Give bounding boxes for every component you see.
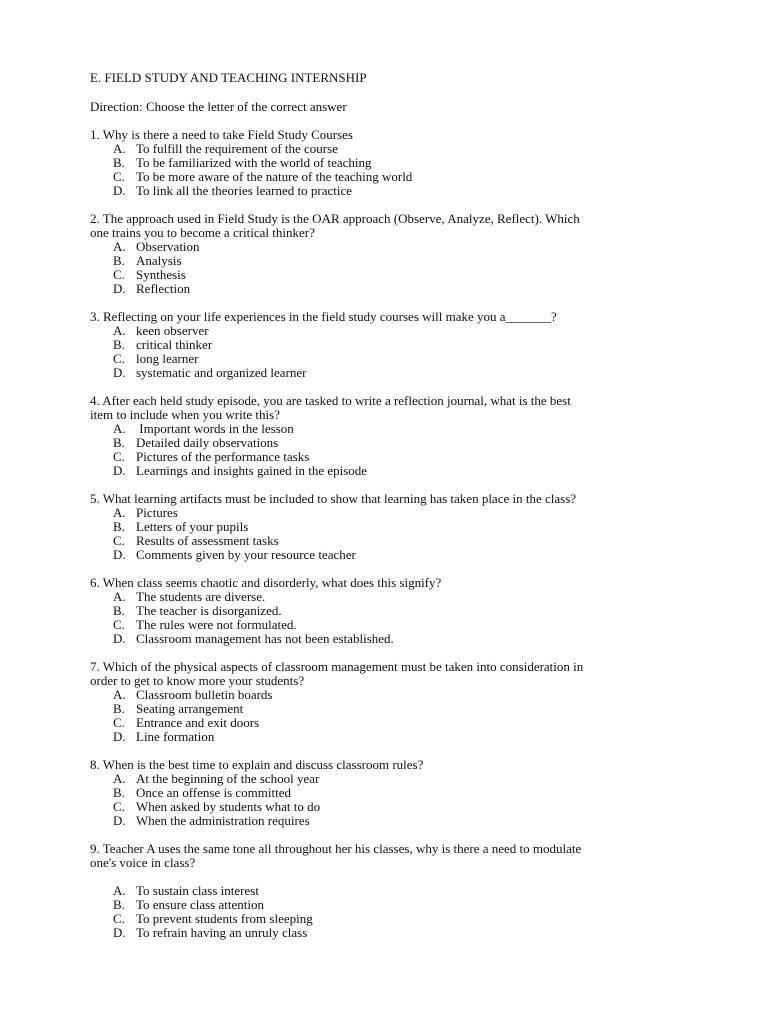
option-letter: B. [113,435,125,450]
answer-option [90,688,690,702]
answer-option [90,786,690,800]
question-item [90,310,690,380]
question-line: 5. What learning artifacts must be included to show that learning has taken place in the class? [90,491,577,506]
answer-option [90,506,690,520]
option-letter: D. [113,925,126,940]
question-line: 3. Reflecting on your life experiences in the field study courses will make you a_______? [90,309,557,324]
question-line: 9. Teacher A uses the same tone all throughout her his classes, why is there a need to modulate [90,841,582,856]
option-list [90,142,690,198]
option-text: When asked by students what to do [136,799,321,814]
option-letter: D. [113,547,126,562]
option-text: To be more aware of the nature of the teaching world [136,169,413,184]
answer-option [90,282,690,296]
option-text: Classroom bulletin boards [136,687,273,702]
option-letter: D. [113,365,126,380]
answer-option [90,352,690,366]
option-text: long learner [136,351,199,366]
option-list [90,240,690,296]
option-letter: A. [113,421,126,436]
answer-option [90,618,690,632]
question-item [90,128,690,198]
question-line: one's voice in class? [90,855,196,870]
answer-option [90,702,690,716]
option-list [90,590,690,646]
option-letter: B. [113,785,125,800]
option-list [90,422,690,478]
option-letter: C. [113,351,125,366]
option-text: Pictures of the performance tasks [136,449,310,464]
question-text [90,128,668,142]
question-list [90,128,690,940]
answer-option [90,142,690,156]
question-text [90,842,668,870]
question-text [90,660,668,688]
option-text: Entrance and exit doors [136,715,260,730]
option-letter: C. [113,911,125,926]
answer-option [90,534,690,548]
document-page [90,71,690,940]
option-letter: D. [113,463,126,478]
question-text [90,576,668,590]
option-text: When the administration requires [136,813,310,828]
answer-option [90,338,690,352]
option-text: To ensure class attention [136,897,264,912]
option-letter: C. [113,169,125,184]
question-line: 1. Why is there a need to take Field Study Courses [90,127,353,142]
question-text [90,310,668,324]
option-letter: D. [113,281,126,296]
option-text: keen observer [136,323,209,338]
question-line: 8. When is the best time to explain and discuss classroom rules? [90,757,424,772]
answer-option [90,730,690,744]
option-letter: B. [113,337,125,352]
question-item [90,660,690,744]
option-text: The rules were not formulated. [136,617,297,632]
question-item [90,492,690,562]
answer-option [90,324,690,338]
option-letter: D. [113,813,126,828]
option-list [90,324,690,380]
answer-option [90,254,690,268]
question-item [90,842,690,940]
option-letter: A. [113,239,126,254]
option-letter: A. [113,589,126,604]
answer-option [90,436,690,450]
question-text [90,492,668,506]
option-text: To sustain class interest [136,883,259,898]
option-text: Synthesis [136,267,186,282]
option-letter: B. [113,253,125,268]
option-letter: C. [113,799,125,814]
question-line: 7. Which of the physical aspects of classroom management must be taken into consideration in [90,659,584,674]
option-text: The teacher is disorganized. [136,603,282,618]
option-text: The students are diverse. [136,589,266,604]
answer-option [90,156,690,170]
answer-option [90,814,690,828]
option-text: To refrain having an unruly class [136,925,308,940]
answer-option [90,240,690,254]
option-text: critical thinker [136,337,213,352]
answer-option [90,772,690,786]
option-list [90,506,690,562]
answer-option [90,632,690,646]
question-item [90,758,690,828]
option-text: Important words in the lesson [136,421,294,436]
option-letter: A. [113,771,126,786]
option-letter: A. [113,141,126,156]
option-text: Once an offense is committed [136,785,291,800]
answer-option [90,800,690,814]
option-letter: B. [113,897,125,912]
option-text: Line formation [136,729,215,744]
option-text: To be familiarized with the world of teaching [136,155,372,170]
answer-option [90,926,690,940]
question-line: item to include when you write this? [90,407,280,422]
question-item [90,394,690,478]
option-letter: B. [113,155,125,170]
question-text [90,758,668,772]
option-text: Comments given by your resource teacher [136,547,356,562]
option-text: To fulfill the requirement of the course [136,141,338,156]
option-letter: D. [113,183,126,198]
question-text [90,212,668,240]
option-text: Letters of your pupils [136,519,249,534]
answer-option [90,884,690,898]
answer-option [90,716,690,730]
option-text: Classroom management has not been established. [136,631,394,646]
option-letter: B. [113,603,125,618]
option-letter: C. [113,533,125,548]
option-text: To link all the theories learned to practice [136,183,353,198]
answer-option [90,464,690,478]
option-letter: D. [113,631,126,646]
option-text: Observation [136,239,200,254]
option-letter: C. [113,617,125,632]
question-item [90,212,690,296]
question-text [90,394,668,422]
answer-option [90,520,690,534]
answer-option [90,898,690,912]
answer-option [90,366,690,380]
answer-option [90,422,690,436]
question-item [90,576,690,646]
question-line: 4. After each held study episode, you are tasked to write a reflection journal, what is the best [90,393,571,408]
option-text: Pictures [136,505,178,520]
document-title: E. FIELD STUDY AND TEACHING INTERNSHIP [90,70,367,85]
answer-option [90,170,690,184]
answer-option [90,912,690,926]
answer-option [90,604,690,618]
option-letter: C. [113,715,125,730]
option-text: At the beginning of the school year [136,771,320,786]
option-list [90,688,690,744]
option-text: Detailed daily observations [136,435,279,450]
option-text: To prevent students from sleeping [136,911,313,926]
option-letter: D. [113,729,126,744]
direction-text: Direction: Choose the letter of the correct answer [90,99,347,114]
question-line: 2. The approach used in Field Study is the OAR approach (Observe, Analyze, Reflect). Which [90,211,580,226]
option-list [90,772,690,828]
option-text: Analysis [136,253,182,268]
answer-option [90,184,690,198]
option-letter: A. [113,505,126,520]
option-letter: B. [113,701,125,716]
option-letter: C. [113,267,125,282]
option-letter: A. [113,323,126,338]
answer-option [90,268,690,282]
option-text: Seating arrangement [136,701,244,716]
option-letter: B. [113,519,125,534]
answer-option [90,590,690,604]
option-letter: A. [113,883,126,898]
option-letter: C. [113,449,125,464]
option-text: Reflection [136,281,191,296]
question-line: one trains you to become a critical thinker? [90,225,315,240]
question-line: 6. When class seems chaotic and disorderly, what does this signify? [90,575,442,590]
answer-option [90,450,690,464]
question-line: order to get to know more your students? [90,673,305,688]
option-list [90,884,690,940]
option-text: Learnings and insights gained in the episode [136,463,368,478]
option-letter: A. [113,687,126,702]
answer-option [90,548,690,562]
option-text: systematic and organized learner [136,365,307,380]
option-text: Results of assessment tasks [136,533,279,548]
